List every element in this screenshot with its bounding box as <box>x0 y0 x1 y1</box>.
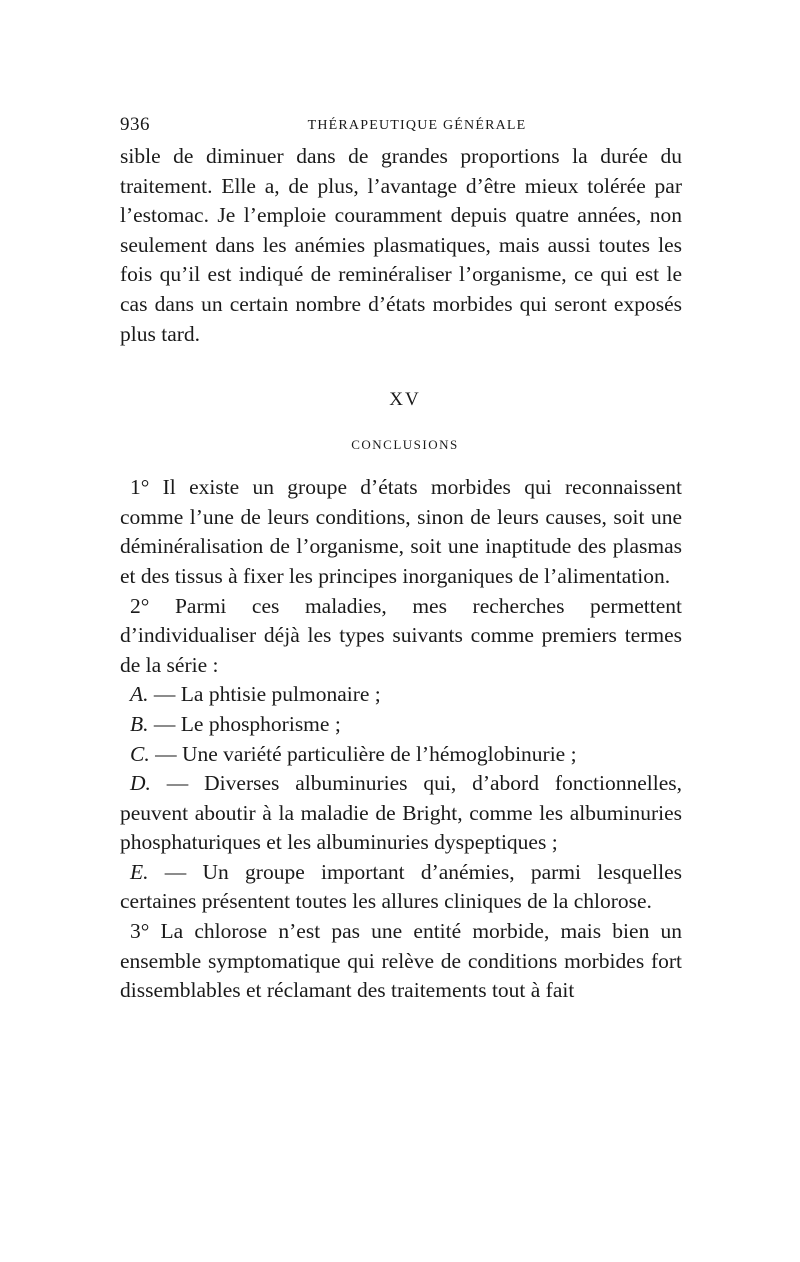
section-number: XV <box>389 389 421 411</box>
type-letter: B. <box>130 711 149 736</box>
type-item-d <box>120 769 682 858</box>
page-number: 936 <box>120 114 150 135</box>
type-item-b <box>120 710 682 740</box>
type-item-a <box>120 680 682 710</box>
book-page <box>120 108 682 1006</box>
type-text: — Le phosphorisme ; <box>148 711 341 736</box>
type-letter: A. <box>130 682 149 707</box>
conclusion-point-2: 2° Parmi ces maladies, mes recherches permettent d’individualiser déjà les types suivants comme premiers termes de la série : <box>120 593 682 677</box>
conclusion-point-3: 3° La chlorose n’est pas une entité morbide, mais bien un ensemble symptomatique qui relève de conditions morbides fort dissemblables et réclamant des traitements tout à fait <box>120 919 682 1003</box>
intro-text <box>120 142 682 349</box>
page-header <box>120 108 682 142</box>
type-text: — La phtisie pulmonaire ; <box>148 682 381 707</box>
type-item-c <box>120 740 682 770</box>
type-letter: C. <box>130 741 150 766</box>
intro-paragraph: sible de diminuer dans de grandes proportions la durée du traitement. Elle a, de plus, l’avantage d’être mieux tolérée par l’estomac. Je l’emploie couramment depuis quatre années, non seulement dans les anémies plasmatiques, mais aussi toutes les fois qu’il est indiqué de reminéraliser l’organisme, ce qui est le cas dans un certain nombre d’états morbides qui seront exposés plus tard. <box>120 144 682 346</box>
section-title: CONCLUSIONS <box>351 437 459 453</box>
type-text: — Diverses albuminuries qui, d’abord fonctionnelles, peuvent aboutir à la maladie de Bright, comme les albuminuries phosphaturiques et les albuminuries dyspeptiques ; <box>120 771 682 855</box>
type-letter: D. <box>130 771 151 796</box>
running-head: THÉRAPEUTIQUE GÉNÉRALE <box>307 118 527 133</box>
type-item-e <box>120 858 682 917</box>
type-text: — Un groupe important d’anémies, parmi lesquelles certaines présentent toutes les allures cliniques de la chlorose. <box>120 859 682 914</box>
conclusions-body <box>120 473 682 1006</box>
conclusion-point-1: 1° Il existe un groupe d’états morbides qui reconnaissent comme l’une de leurs conditions, sinon de leurs causes, soit une déminéralisation de l’organisme, soit une inaptitude des plasmas et des tissus à fixer les principes inorganiques de l’alimentation. <box>120 475 682 588</box>
type-text: — Une variété particulière de l’hémoglobinurie ; <box>149 741 577 766</box>
type-letter: E. <box>130 859 149 884</box>
